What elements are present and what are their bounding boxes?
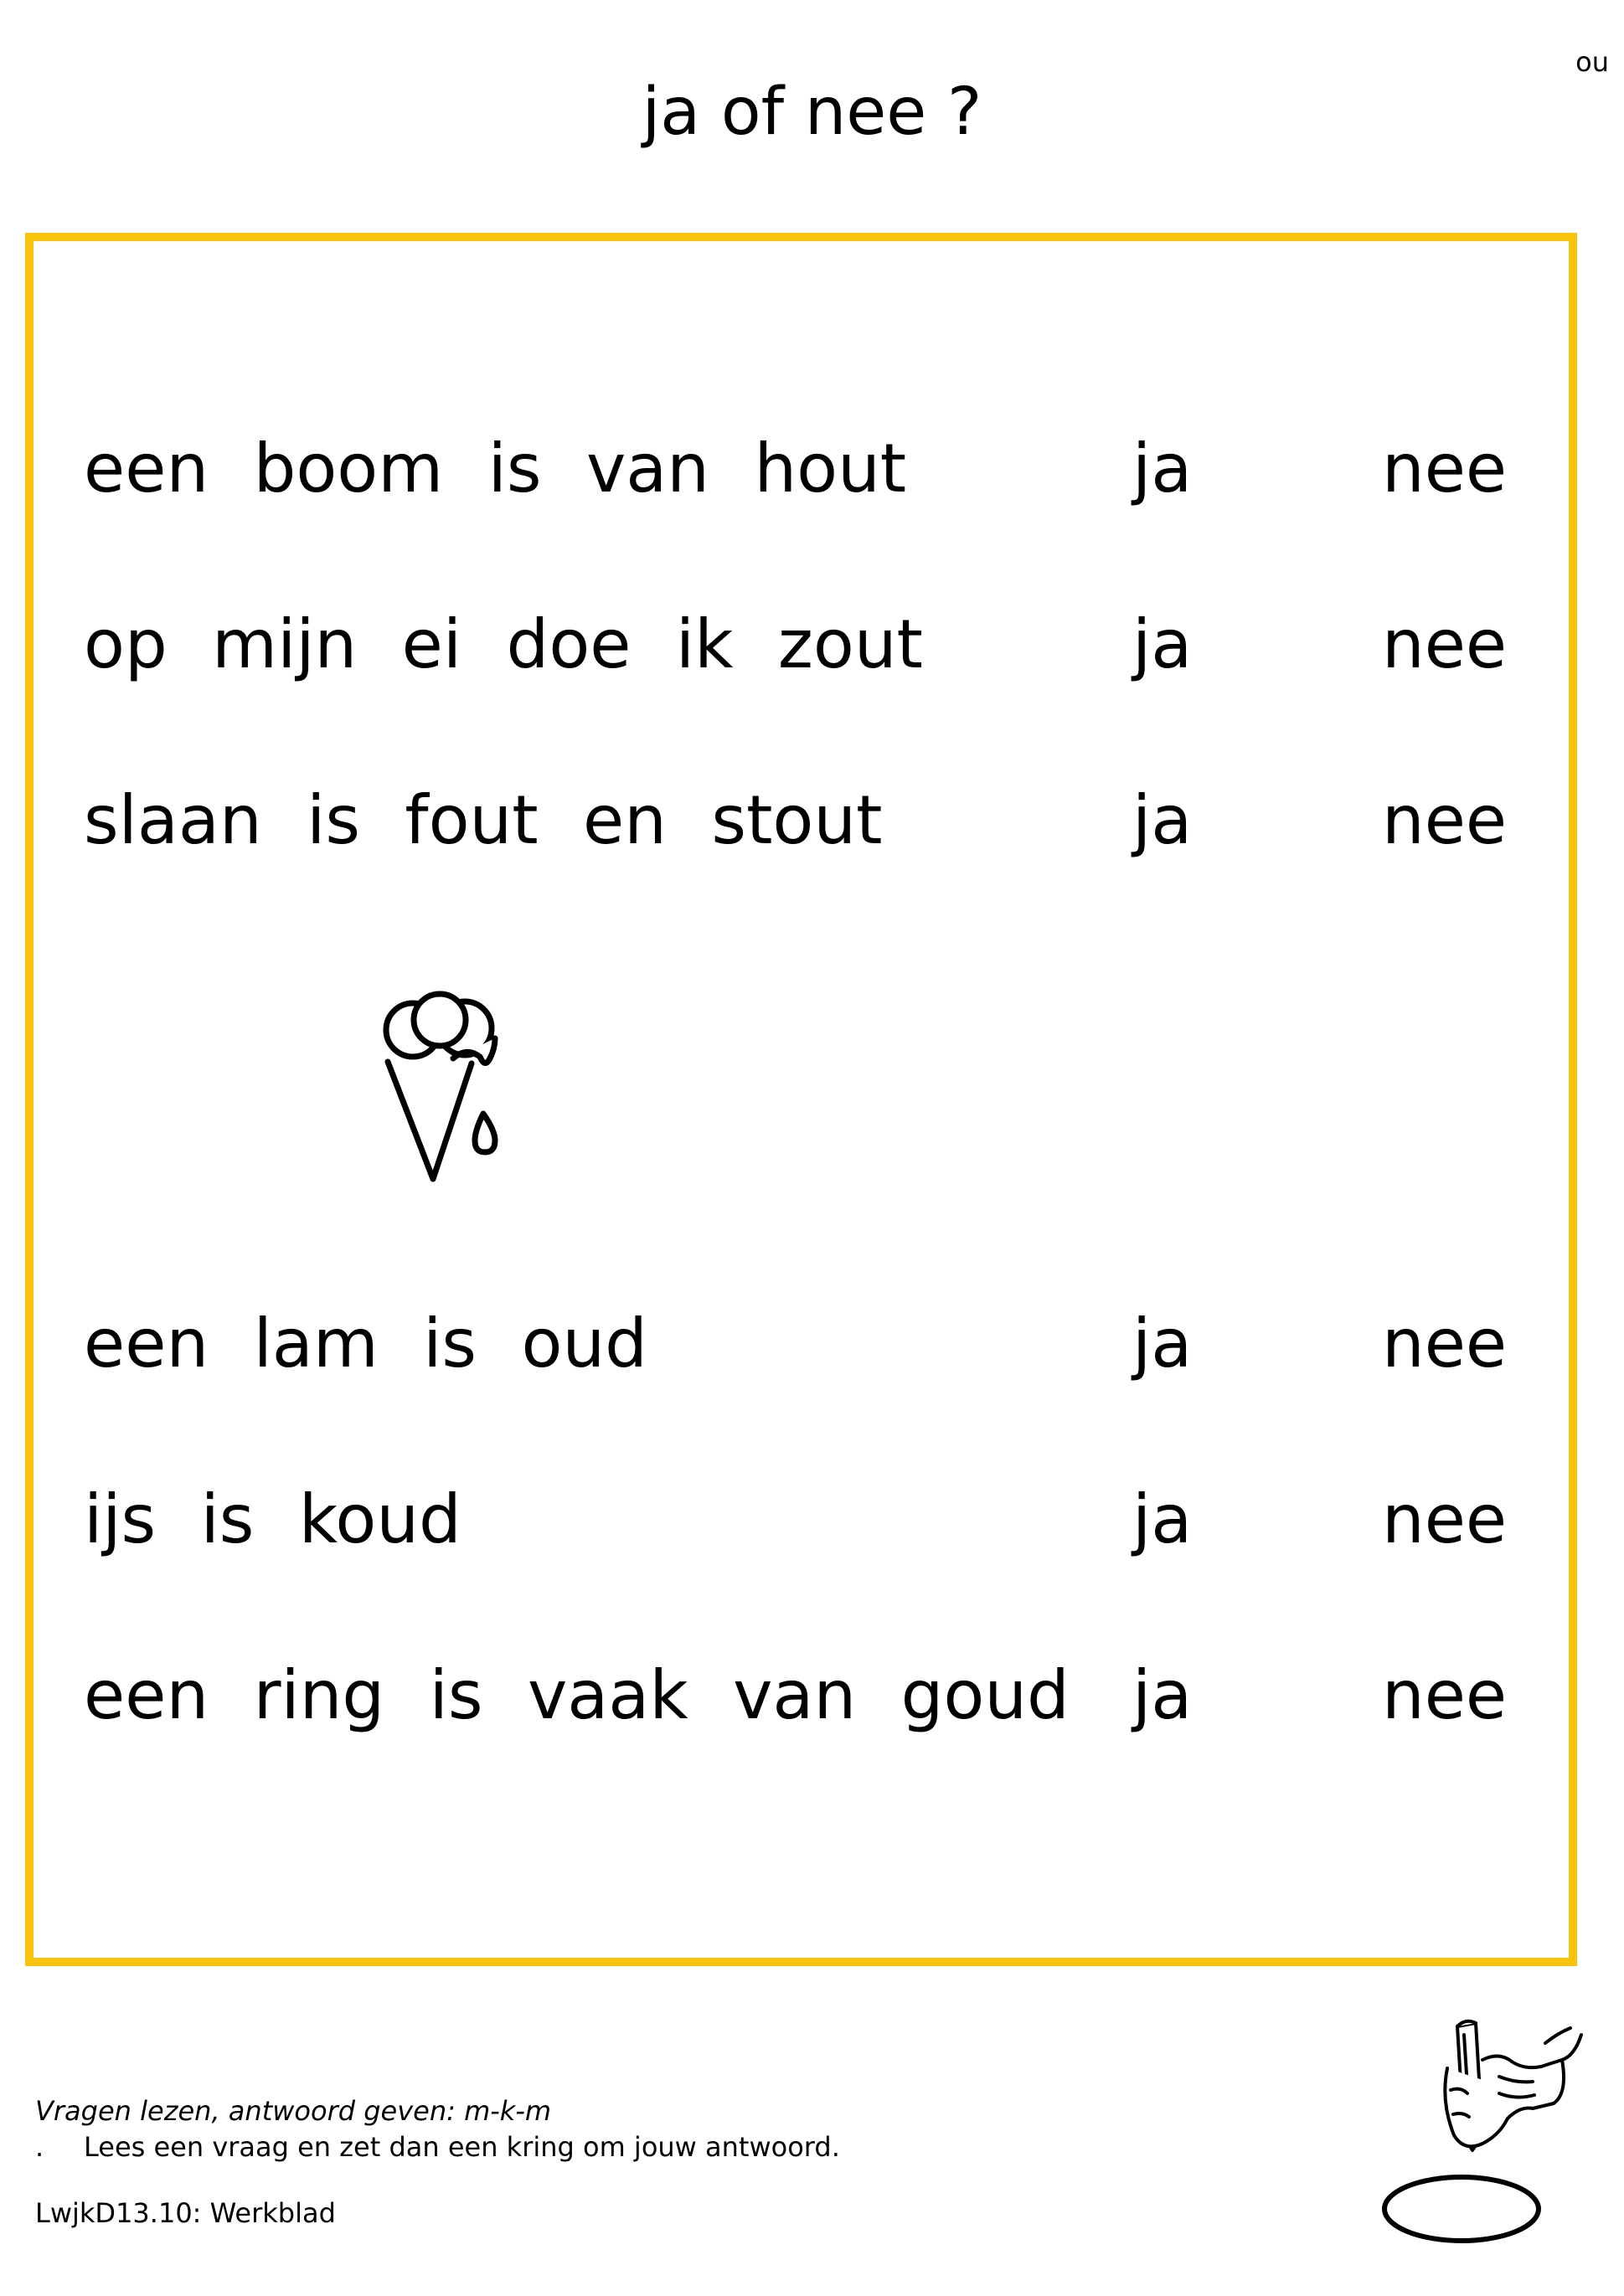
question-row (84, 775, 1524, 867)
corner-tag: ou (1575, 46, 1609, 78)
question-text: slaan is fout en stout (84, 781, 883, 859)
answer-no[interactable]: nee (1382, 1656, 1508, 1734)
answer-no[interactable]: nee (1382, 1305, 1508, 1382)
question-row (84, 1474, 1524, 1566)
ice-cream-cone-icon (373, 988, 515, 1185)
answer-yes[interactable]: ja (1132, 605, 1193, 683)
answer-no[interactable]: nee (1382, 1480, 1508, 1558)
instruction-text: Lees een vraag en zet dan een kring om jouw antwoord. (84, 2131, 840, 2163)
question-row (84, 1298, 1524, 1390)
answer-no[interactable]: nee (1382, 605, 1508, 683)
hand-pen-circle-icon (1374, 2010, 1591, 2244)
question-text: een lam is oud (84, 1305, 647, 1382)
answer-yes[interactable]: ja (1132, 1305, 1193, 1382)
answer-yes[interactable]: ja (1132, 1656, 1193, 1734)
footer-instruction (35, 2131, 840, 2163)
worksheet-code: LwjkD13.10: Werkblad (35, 2197, 336, 2229)
question-row (84, 1650, 1524, 1742)
instruction-bullet: . (35, 2131, 44, 2163)
question-text: een ring is vaak van goud (84, 1656, 1070, 1734)
footer-subtitle: Vragen lezen, antwoord geven: m-k-m (35, 2095, 552, 2127)
question-text: een boom is van hout (84, 430, 907, 507)
question-row (84, 423, 1524, 515)
question-text: ijs is koud (84, 1480, 461, 1558)
question-text: op mijn ei doe ik zout (84, 605, 923, 683)
answer-yes[interactable]: ja (1132, 430, 1193, 507)
page-title: ja of nee ? (642, 75, 982, 150)
question-row (84, 599, 1524, 691)
answer-no[interactable]: nee (1382, 430, 1508, 507)
answer-no[interactable]: nee (1382, 781, 1508, 859)
answer-yes[interactable]: ja (1132, 1480, 1193, 1558)
answer-yes[interactable]: ja (1132, 781, 1193, 859)
